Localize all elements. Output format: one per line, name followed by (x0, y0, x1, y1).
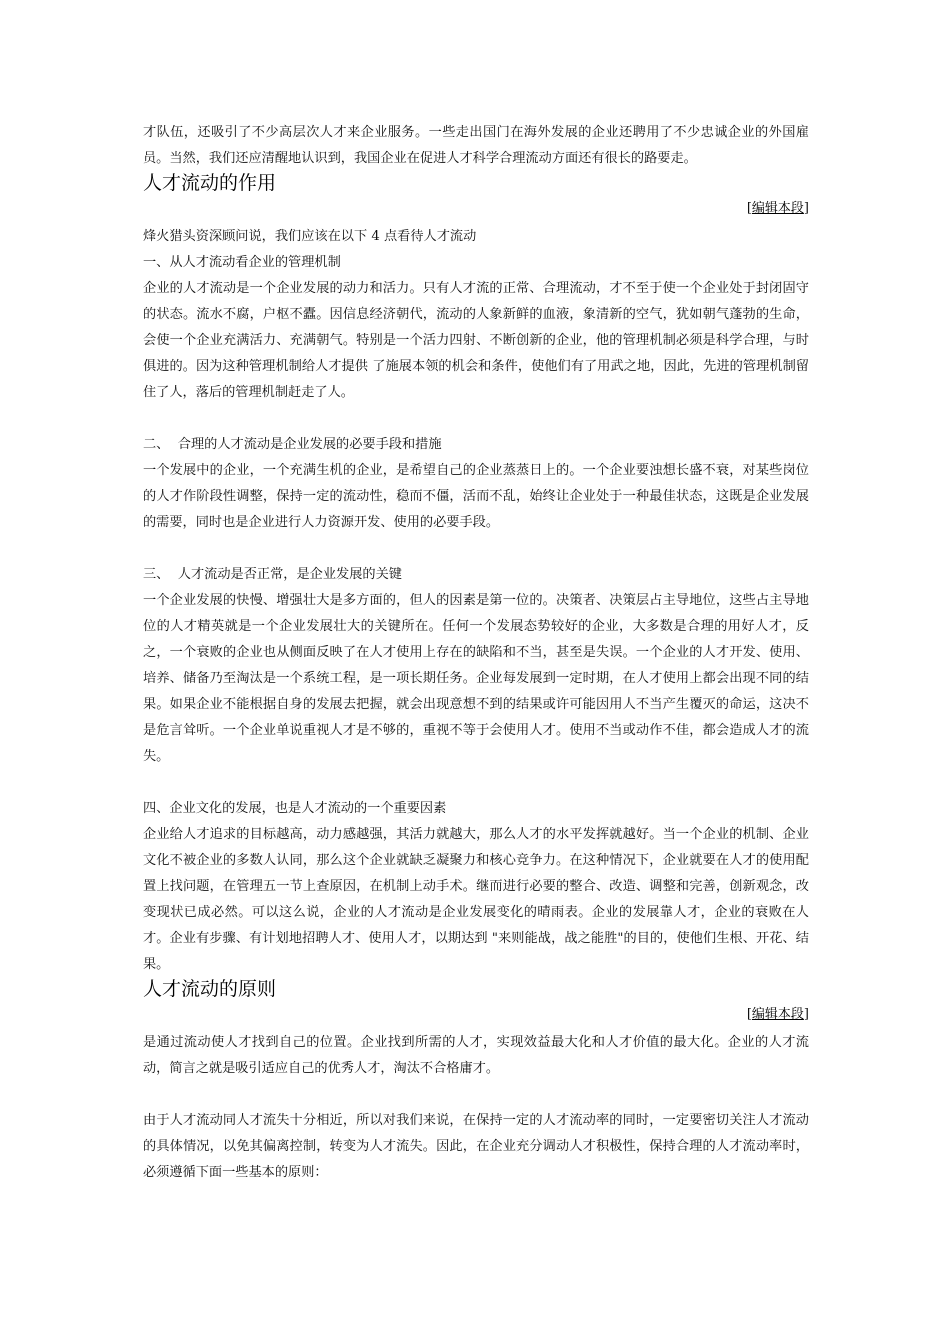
edit-section-link[interactable]: 编辑本段 (751, 201, 804, 216)
item-body: 企业的人才流动是一个企业发展的动力和活力。只有人才流的正常、合理流动，才不至于使一个企业处于封闭固守的状态。流水不腐，户枢不蠹。因信息经济朝代，流动的人象新鲜的血液，象清新的空气，犹如朝气蓬勃的生命，会使一个企业充满活力、充满朝气。特别是一个活力四射、不断创新的企业，他的管理机制必须是科学合理，与时俱进的。因为这种管理机制给人才提供 了施展本领的机会和条件，使他们有了用武之地，因此，先进的管理机制留住了人，落后的管理机制赶走了人。 (143, 281, 809, 400)
section-title-principles: 人才流动的原则 (143, 978, 277, 1000)
paragraph-gap (143, 536, 809, 562)
document-body (143, 120, 809, 1186)
item-title: 二、 合理的人才流动是企业发展的必要手段和措施 (143, 437, 442, 452)
item-title: 一、从人才流动看企业的管理机制 (143, 255, 341, 270)
item-title: 三、 人才流动是否正常，是企业发展的关键 (143, 567, 402, 582)
item-title: 四、企业文化的发展，也是人才流动的一个重要因素 (143, 801, 447, 816)
intro-paragraph: 才队伍，还吸引了不少高层次人才来企业服务。一些走出国门在海外发展的企业还聘用了不少忠诚企业的外国雇员。当然，我们还应清醒地认识到，我国企业在促进人才科学合理流动方面还有很长的路要走。 (143, 125, 809, 166)
paragraph-gap (143, 1082, 809, 1108)
item-body: 一个企业发展的快慢、增强壮大是多方面的，但人的因素是第一位的。决策者、决策层占主导地位，这些占主导地位的人才精英就是一个企业发展壮大的关键所在。任何一个发展态势较好的企业，大多数是合理的用好人才，反之，一个衰败的企业也从侧面反映了在人才使用上存在的缺陷和不当，甚至是失误。一个企业的人才开发、使用、培养、储备乃至淘汰是一个系统工程，是一项长期任务。企业每发展到一定时期，在人才使用上都会出现不同的结果。如果企业不能根据自身的发展去把握，就会出现意想不到的结果或许可能因用人不当产生覆灭的命运，这决不是危言耸听。一个企业单说重视人才是不够的，重视不等于会使用人才。使用不当或动作不佳，都会造成人才的流失。 (143, 593, 809, 764)
paragraph-gap (143, 770, 809, 796)
edit-section-link[interactable]: 编辑本段 (751, 1007, 804, 1022)
edit-section-link-wrapper: [编辑本段] (746, 201, 809, 216)
principles-paragraph: 是通过流动使人才找到自己的位置。企业找到所需的人才，实现效益最大化和人才价值的最大化。企业的人才流动，简言之就是吸引适应自己的优秀人才，淘汰不合格庸才。 (143, 1035, 809, 1076)
edit-section-link-wrapper: [编辑本段] (746, 1007, 809, 1022)
item-body: 企业给人才追求的目标越高，动力感越强，其活力就越大，那么人才的水平发挥就越好。当一个企业的机制、企业文化不被企业的多数人认同，那么这个企业就缺乏凝聚力和核心竞争力。在这种情况下，企业就要在人才的使用配置上找问题，在管理五一节上查原因，在机制上动手术。继而进行必要的整合、改造、调整和完善，创新观念，改变现状已成必然。可以这么说，企业的人才流动是企业发展变化的晴雨表。企业的发展靠人才，企业的衰败在人才。企业有步骤、有计划地招聘人才、使用人才，以期达到 "来则能战，战之能胜"的目的，使他们生根、开花、结果。 (143, 827, 809, 972)
section-title-role: 人才流动的作用 (143, 172, 277, 194)
item-body: 一个发展中的企业，一个充满生机的企业，是希望自己的企业蒸蒸日上的。一个企业要浊想长盛不衰，对某些岗位的人才作阶段性调整，保持一定的流动性，稳而不僵，活而不乱，始终让企业处于一种最佳状态，这既是企业发展的需要，同时也是企业进行人力资源开发、使用的必要手段。 (143, 463, 809, 530)
paragraph-gap (143, 406, 809, 432)
principles-paragraph: 由于人才流动同人才流失十分相近，所以对我们来说，在保持一定的人才流动率的同时，一定要密切关注人才流动的具体情况，以免其偏离控制，转变为人才流失。因此，在企业充分调动人才积极性，保持合理的人才流动率时，必须遵循下面一些基本的原则： (143, 1113, 809, 1180)
section-lead: 烽火猎头资深顾问说，我们应该在以下 4 点看待人才流动 (143, 229, 477, 244)
